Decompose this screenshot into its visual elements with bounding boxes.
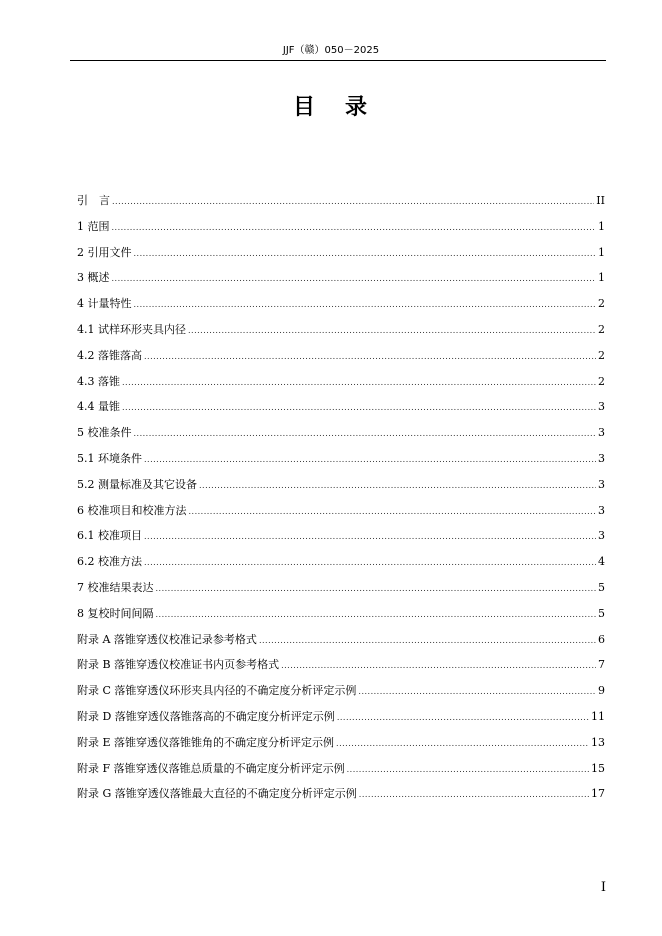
- toc-entry-page: 1: [598, 271, 605, 285]
- toc-entry-label: 7 校准结果表达: [77, 580, 154, 594]
- toc-entry-label: 4.4 量锥: [77, 400, 120, 414]
- toc-entry-page: 13: [591, 735, 605, 749]
- toc-entry-label: 6.2 校准方法: [77, 555, 142, 569]
- toc-entry-page: 4: [598, 555, 605, 569]
- toc-entry[interactable]: [77, 317, 605, 343]
- standard-code-header: JJF（赣）050－2025: [282, 45, 380, 56]
- toc-leader-dots: [112, 189, 594, 215]
- toc-entry-label: 3 概述: [77, 271, 110, 285]
- toc-entry[interactable]: [77, 394, 605, 420]
- toc-entry[interactable]: [77, 369, 605, 395]
- toc-entry-label: 引 言: [77, 194, 110, 207]
- toc-leader-dots: [156, 602, 597, 628]
- toc-entry-page: 3: [598, 451, 605, 465]
- toc-leader-dots: [144, 550, 596, 576]
- toc-leader-dots: [134, 292, 597, 318]
- toc-leader-dots: [336, 731, 589, 757]
- toc-entry-label: 5 校准条件: [77, 426, 132, 440]
- toc-entry-page: 3: [598, 400, 605, 414]
- toc-leader-dots: [134, 421, 597, 447]
- title-char-2: 录: [345, 95, 370, 120]
- toc-entry-page: 3: [598, 477, 605, 491]
- toc-entry-page: 7: [598, 658, 605, 672]
- toc-entry[interactable]: [77, 652, 605, 678]
- toc-entry[interactable]: [77, 291, 605, 317]
- toc-leader-dots: [134, 241, 597, 267]
- toc-entry-page: 11: [591, 709, 605, 723]
- toc-entry-label: 附录 A 落锥穿透仪校准记录参考格式: [77, 632, 257, 646]
- toc-entry-label: 附录 D 落锥穿透仪落锥落高的不确定度分析评定示例: [77, 709, 335, 723]
- toc-entry[interactable]: [77, 498, 605, 524]
- toc-entry-label: 6.1 校准项目: [77, 529, 142, 543]
- toc-entry-page: 5: [598, 580, 605, 594]
- toc-entry-label: 2 引用文件: [77, 245, 132, 259]
- toc-entry[interactable]: [77, 601, 605, 627]
- toc-entry-page: 2: [598, 348, 605, 362]
- toc-entry[interactable]: [77, 446, 605, 472]
- toc-entry[interactable]: [77, 678, 605, 704]
- toc-entry-label: 附录 G 落锥穿透仪落锥最大直径的不确定度分析评定示例: [77, 787, 357, 801]
- toc-leader-dots: [144, 447, 596, 473]
- toc-entry[interactable]: [77, 523, 605, 549]
- toc-entry[interactable]: [77, 214, 605, 240]
- toc-entry-page: 3: [598, 529, 605, 543]
- header-divider: [70, 60, 606, 61]
- toc-entry-label: 4.2 落锥落高: [77, 348, 142, 362]
- toc-entry-page: 3: [598, 503, 605, 517]
- toc-entry-page: 17: [591, 787, 605, 801]
- toc-entry[interactable]: [77, 575, 605, 601]
- toc-entry-page: 15: [591, 761, 605, 775]
- toc-leader-dots: [122, 395, 596, 421]
- toc-entry-page: 1: [598, 219, 605, 233]
- toc-leader-dots: [358, 679, 596, 705]
- toc-entry[interactable]: [77, 265, 605, 291]
- toc-leader-dots: [199, 473, 596, 499]
- toc-entry-label: 4.1 试样环形夹具内径: [77, 322, 186, 336]
- toc-entry[interactable]: [77, 549, 605, 575]
- toc-entry-page: 1: [598, 245, 605, 259]
- page-number: I: [600, 880, 606, 895]
- toc-entry[interactable]: [77, 730, 605, 756]
- toc-entry-label: 附录 F 落锥穿透仪落锥总质量的不确定度分析评定示例: [77, 761, 345, 775]
- toc-leader-dots: [337, 705, 589, 731]
- toc-entry-label: 附录 C 落锥穿透仪环形夹具内径的不确定度分析评定示例: [77, 684, 357, 698]
- toc-entry[interactable]: [77, 472, 605, 498]
- toc-leader-dots: [112, 266, 597, 292]
- toc-leader-dots: [144, 524, 596, 550]
- toc-entry-label: 附录 E 落锥穿透仪落锥锥角的不确定度分析评定示例: [77, 735, 335, 749]
- toc-entry[interactable]: [77, 627, 605, 653]
- toc-entry[interactable]: [77, 704, 605, 730]
- toc-entry[interactable]: [77, 343, 605, 369]
- toc-entry-label: 8 复校时间间隔: [77, 606, 154, 620]
- table-of-contents: [77, 188, 605, 807]
- toc-entry-page: 9: [598, 684, 605, 698]
- toc-leader-dots: [189, 499, 597, 525]
- toc-entry-label: 5.2 测量标准及其它设备: [77, 477, 197, 491]
- toc-leader-dots: [359, 782, 589, 808]
- toc-entry[interactable]: [77, 781, 605, 807]
- toc-entry-page: 3: [598, 426, 605, 440]
- toc-leader-dots: [188, 318, 596, 344]
- toc-entry-page: 2: [598, 374, 605, 388]
- toc-entry-page: 2: [598, 322, 605, 336]
- toc-leader-dots: [281, 653, 596, 679]
- toc-entry-label: 4.3 落锥: [77, 374, 120, 388]
- toc-entry-label: 4 计量特性: [77, 297, 132, 311]
- toc-leader-dots: [112, 215, 597, 241]
- toc-entry-page: 5: [598, 606, 605, 620]
- toc-leader-dots: [347, 757, 589, 783]
- toc-entry-label: 附录 B 落锥穿透仪校准证书内页参考格式: [77, 658, 280, 672]
- toc-leader-dots: [156, 576, 597, 602]
- toc-entry[interactable]: [77, 188, 605, 214]
- toc-entry-label: 5.1 环境条件: [77, 451, 142, 465]
- toc-entry-page: 2: [598, 297, 605, 311]
- toc-entry-label: 6 校准项目和校准方法: [77, 503, 187, 517]
- toc-leader-dots: [144, 344, 596, 370]
- toc-entry[interactable]: [77, 240, 605, 266]
- toc-entry-page: 6: [598, 632, 605, 646]
- page-title: [0, 90, 662, 121]
- toc-entry[interactable]: [77, 420, 605, 446]
- toc-entry[interactable]: [77, 756, 605, 782]
- toc-leader-dots: [122, 370, 596, 396]
- toc-leader-dots: [259, 628, 596, 654]
- title-char-1: 目: [292, 95, 317, 120]
- toc-entry-page: II: [596, 194, 605, 207]
- toc-entry-label: 1 范围: [77, 219, 110, 233]
